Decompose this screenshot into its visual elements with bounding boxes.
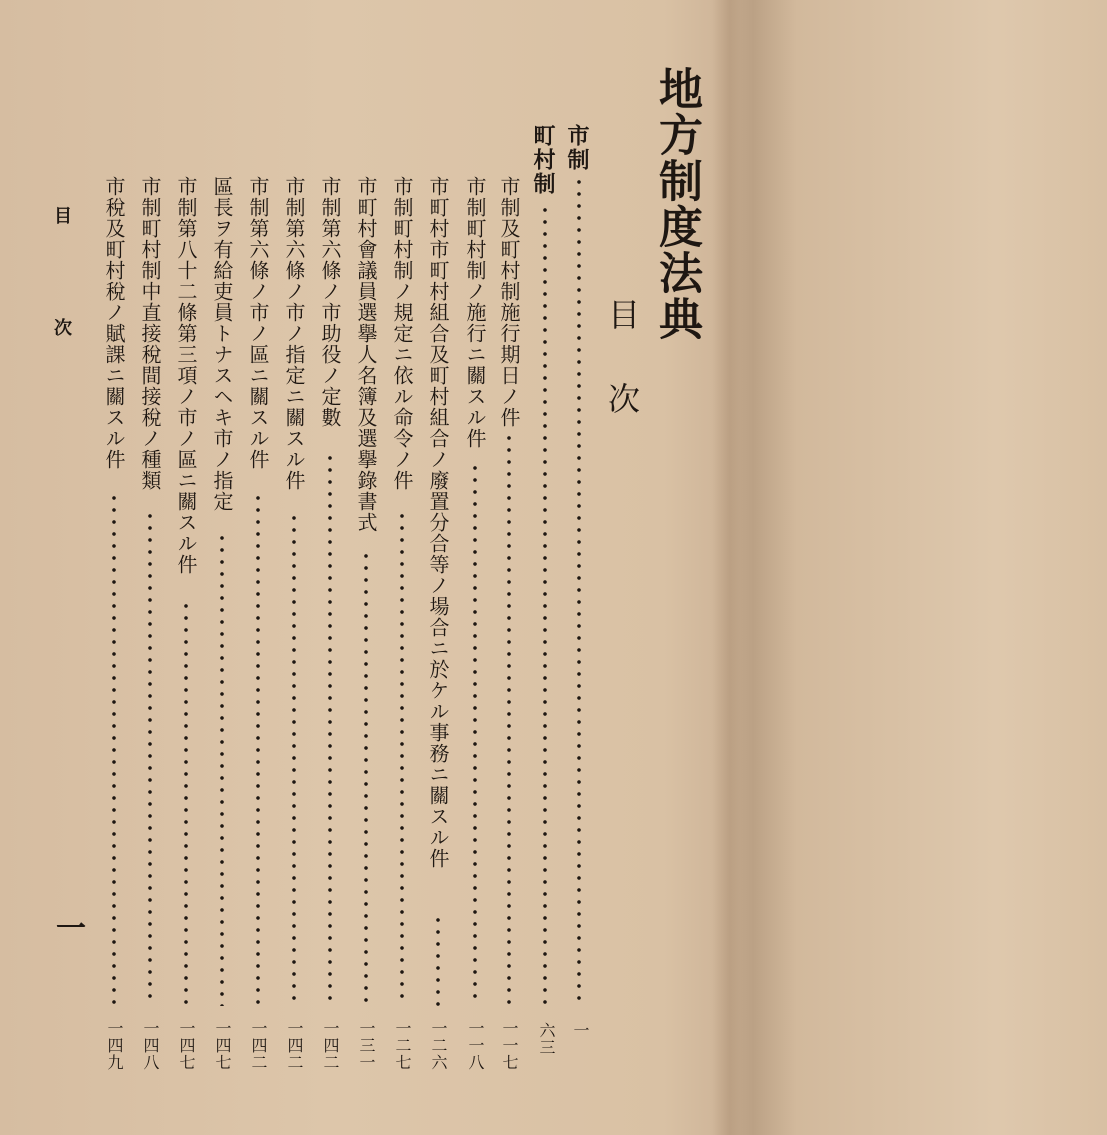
toc-entry-page: 一四二: [285, 1020, 304, 1071]
toc-entry-page: 一四九: [105, 1020, 124, 1071]
toc-leader: [577, 176, 581, 1002]
toc-leader: [436, 914, 440, 1006]
toc-entry-page: 一四八: [141, 1020, 160, 1071]
running-head: 目: [51, 206, 72, 224]
toc-entry[interactable]: 區長ヲ有給吏員トナスヘキ市ノ指定: [210, 176, 234, 512]
toc-entry[interactable]: 市制町村制中直接稅間接稅ノ種類: [138, 176, 162, 491]
toc-leader: [184, 600, 188, 1006]
toc-leader: [400, 510, 404, 1006]
toc-leader: [220, 532, 224, 1006]
toc-entry-page: 一四二: [321, 1020, 340, 1071]
right-page-blank: [752, 0, 1107, 1135]
toc-entry[interactable]: 市稅及町村稅ノ賦課ニ關スル件: [102, 176, 126, 470]
toc-leader: [507, 432, 511, 1006]
toc-entry-page: 一二七: [393, 1020, 412, 1071]
toc-entry-page: 一四七: [177, 1020, 196, 1071]
toc-entry[interactable]: 市制第六條ノ市助役ノ定數: [318, 176, 342, 428]
toc-entry-page: 一四七: [213, 1020, 232, 1071]
toc-entry[interactable]: 市制第六條ノ市ノ指定ニ關スル件: [282, 176, 306, 491]
toc-entry-page: 一二六: [429, 1020, 448, 1071]
toc-entry-page: 一一七: [500, 1020, 519, 1071]
toc-leader: [328, 452, 332, 1006]
toc-entry[interactable]: 市制第六條ノ市ノ區ニ關スル件: [246, 176, 270, 470]
toc-part-page: 一: [571, 1022, 590, 1039]
toc-entry[interactable]: 市制町村制ノ規定ニ依ル命令ノ件: [390, 176, 414, 491]
toc-entry[interactable]: 市制及町村制施行期日ノ件: [497, 176, 521, 428]
toc-leader: [364, 550, 368, 1006]
toc-part-title[interactable]: 市制: [564, 124, 590, 172]
toc-leader: [256, 492, 260, 1006]
toc-entry[interactable]: 市制第八十二條第三項ノ市ノ區ニ關スル件: [174, 176, 198, 575]
toc-entry[interactable]: 市町村會議員選擧人名簿及選擧錄書式: [354, 176, 378, 533]
toc-entry-page: 一一八: [466, 1020, 485, 1071]
toc-leader: [112, 492, 116, 1006]
toc-part-title[interactable]: 町村制: [530, 124, 556, 196]
folio: 一: [50, 912, 85, 942]
toc-heading: 目次: [603, 298, 641, 466]
book-title: 地方制度法典: [651, 66, 702, 342]
toc-entry-page: 一三一: [357, 1020, 376, 1071]
toc-leader: [292, 512, 296, 1006]
toc-entry-page: 一四二: [249, 1020, 268, 1071]
toc-entry[interactable]: 市町村市町村組合及町村組合ノ廢置分合等ノ場合ニ於ケル事務ニ關スル件: [426, 176, 450, 869]
toc-leader: [473, 462, 477, 1006]
toc-part-page: 六三: [537, 1022, 556, 1056]
toc-entry[interactable]: 市制町村制ノ施行ニ關スル件: [463, 176, 487, 449]
running-head: 次: [51, 318, 72, 336]
toc-leader: [543, 204, 547, 1006]
toc-leader: [148, 510, 152, 1006]
book-gutter: [712, 0, 752, 1135]
